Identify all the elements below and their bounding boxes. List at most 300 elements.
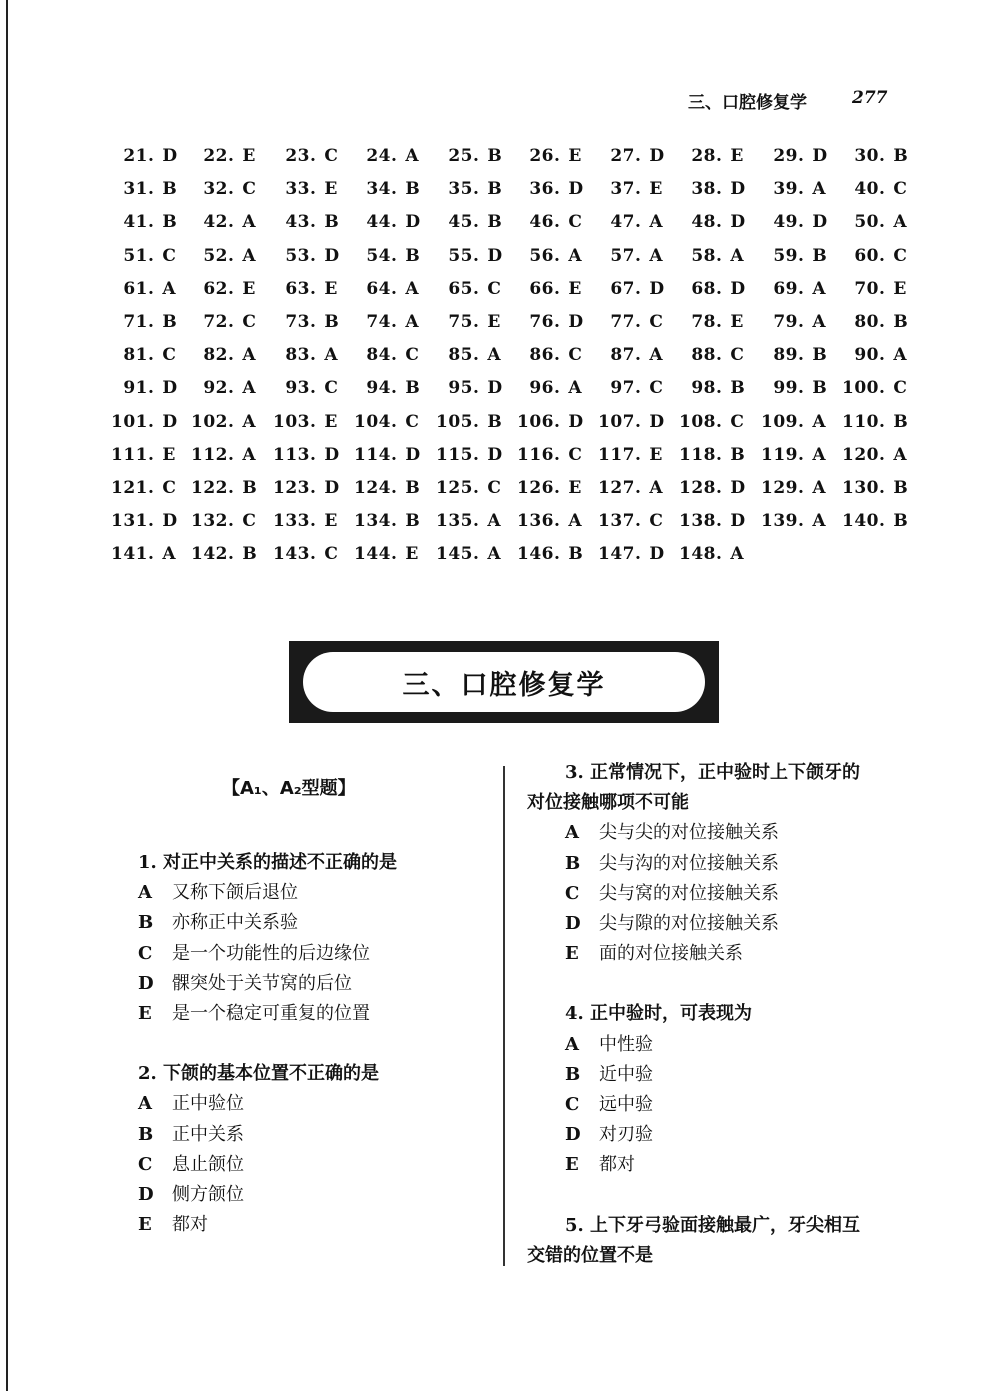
answer-item: 127. A — [598, 477, 664, 498]
answer-item: 23. C — [272, 146, 354, 166]
answer-row — [110, 378, 930, 411]
answer-item: 69. A — [760, 279, 842, 299]
answer-letter: C — [324, 544, 339, 565]
option-c: C 是一个功能性的后边缘位 — [138, 942, 370, 964]
answer-letter: C — [324, 146, 339, 166]
answer-row — [110, 445, 930, 478]
answer-item: 59. B — [760, 246, 842, 266]
answer-number: 100 — [842, 378, 879, 399]
answer-number: 77 — [610, 311, 635, 332]
answer-number: 21 — [123, 146, 148, 166]
answer-item: 91. D — [110, 378, 192, 398]
answer-letter: A — [405, 146, 420, 166]
answer-item: 29. D — [760, 146, 842, 166]
answer-item: 140. B — [842, 511, 909, 532]
answer-number: 96 — [529, 378, 554, 399]
answer-item: 47. A — [597, 212, 679, 232]
answer-item: 63. E — [272, 279, 354, 299]
answer-number: 23 — [285, 146, 310, 166]
answer-number: 117 — [598, 444, 635, 465]
answer-item: 99. B — [760, 378, 842, 398]
question-stem: 3. 正常情况下，正中验时上下颌牙的 — [565, 762, 861, 783]
answer-item: 90. A — [841, 345, 923, 365]
answer-number: 72 — [203, 311, 228, 332]
answer-letter: C — [649, 511, 664, 532]
answer-number: 70 — [854, 278, 879, 299]
answer-number: 138 — [679, 511, 716, 532]
answer-key-grid — [110, 146, 930, 577]
answer-item: 145. A — [436, 544, 502, 565]
answer-item: 31. B — [110, 179, 192, 199]
answer-number: 115 — [436, 444, 473, 465]
answer-number: 113 — [273, 444, 310, 465]
answer-number: 99 — [773, 378, 798, 399]
answer-letter: D — [568, 411, 584, 432]
answer-item: 109. A — [761, 411, 827, 432]
answer-letter: A — [405, 278, 420, 299]
answer-letter: A — [487, 511, 502, 532]
answer-letter: A — [242, 245, 257, 266]
answer-item: 112. A — [191, 444, 257, 465]
answer-item: 100. C — [842, 378, 908, 399]
answer-number: 88 — [691, 345, 716, 366]
answer-letter: E — [405, 544, 419, 565]
answer-letter: A — [568, 378, 583, 399]
answer-number: 128 — [679, 477, 716, 498]
answer-item: 107. D — [598, 411, 665, 432]
answer-item: 81. C — [110, 345, 192, 365]
answer-item: 143. C — [273, 544, 339, 565]
answer-number: 60 — [854, 245, 879, 266]
option-b: B 亦称正中关系验 — [138, 912, 298, 934]
answer-number: 135 — [436, 511, 473, 532]
option-d: D 对刃验 — [565, 1124, 653, 1146]
answer-letter: C — [893, 179, 908, 200]
answer-letter: B — [487, 411, 503, 432]
answer-letter: A — [162, 278, 177, 299]
answer-number: 27 — [610, 146, 635, 166]
answer-letter: E — [568, 146, 582, 166]
answer-number: 109 — [761, 411, 798, 432]
answer-number: 144 — [354, 544, 391, 565]
answer-number: 92 — [203, 378, 228, 399]
question-4 — [527, 999, 927, 1180]
answer-letter: D — [324, 477, 340, 498]
answer-letter: E — [893, 278, 907, 299]
answer-number: 132 — [191, 511, 228, 532]
answer-number: 63 — [285, 278, 310, 299]
answer-number: 127 — [598, 477, 635, 498]
answer-number: 143 — [273, 544, 310, 565]
answer-number: 98 — [691, 378, 716, 399]
answer-item: 52. A — [190, 246, 272, 266]
answer-number: 119 — [761, 444, 798, 465]
answer-item: 96. A — [516, 378, 598, 398]
answer-number: 40 — [854, 179, 879, 200]
answer-number: 33 — [285, 179, 310, 200]
answer-number: 124 — [354, 477, 391, 498]
answer-item: 125. C — [436, 477, 502, 498]
answer-number: 78 — [691, 311, 716, 332]
answer-letter: D — [730, 179, 746, 200]
answer-item: 93. C — [272, 378, 354, 398]
answer-item: 42. A — [190, 212, 272, 232]
answer-number: 50 — [854, 212, 879, 233]
answer-row — [110, 212, 930, 245]
answer-number: 57 — [610, 245, 635, 266]
option-d: D 尖与隙的对位接触关系 — [565, 913, 779, 935]
answer-item: 83. A — [272, 345, 354, 365]
answer-letter: E — [242, 146, 256, 166]
answer-letter: C — [568, 345, 583, 366]
answer-number: 141 — [111, 544, 148, 565]
answer-letter: E — [730, 146, 744, 166]
answer-letter: A — [649, 345, 664, 366]
answer-letter: A — [730, 245, 745, 266]
answer-number: 133 — [273, 511, 310, 532]
answer-number: 112 — [191, 444, 228, 465]
answer-number: 111 — [111, 444, 148, 465]
answer-letter: E — [649, 179, 663, 200]
answer-number: 69 — [773, 278, 798, 299]
answer-letter: D — [649, 146, 665, 166]
answer-item: 130. B — [842, 477, 909, 498]
answer-letter: C — [649, 378, 664, 399]
question-stem: 5. 上下牙弓验面接触最广，牙尖相互 — [565, 1214, 861, 1236]
answer-item: 139. A — [761, 511, 827, 532]
answer-letter: B — [405, 378, 421, 399]
answer-item: 105. B — [436, 411, 503, 432]
answer-item: 94. B — [353, 378, 435, 398]
answer-number: 48 — [691, 212, 716, 233]
answer-letter: D — [730, 511, 746, 532]
answer-row — [110, 146, 930, 179]
answer-number: 54 — [366, 245, 391, 266]
option-d: D 髁突处于关节窝的后位 — [138, 972, 352, 994]
answer-item: 37. E — [597, 179, 679, 199]
answer-letter: D — [730, 477, 746, 498]
option-e: E 都对 — [565, 1154, 635, 1176]
answer-letter: C — [730, 411, 745, 432]
option-a: A 尖与尖的对位接触关系 — [565, 822, 779, 844]
answer-number: 95 — [448, 378, 473, 399]
answer-letter: C — [162, 477, 177, 498]
answer-row — [110, 179, 930, 212]
answer-number: 58 — [691, 245, 716, 266]
answer-letter: B — [324, 311, 340, 332]
answer-letter: A — [242, 411, 257, 432]
answer-letter: A — [405, 311, 420, 332]
answer-letter: E — [162, 444, 176, 465]
answer-item: 53. D — [272, 246, 354, 266]
question-type-heading: 【A₁、A₂型题】 — [222, 778, 356, 799]
answer-number: 121 — [111, 477, 148, 498]
answer-letter: B — [812, 378, 828, 399]
answer-number: 66 — [529, 278, 554, 299]
answer-letter: B — [893, 477, 909, 498]
answer-letter: D — [487, 245, 503, 266]
answer-number: 28 — [691, 146, 716, 166]
answer-letter: D — [487, 444, 503, 465]
answer-letter: D — [730, 212, 746, 233]
answer-number: 82 — [203, 345, 228, 366]
answer-number: 123 — [273, 477, 310, 498]
answer-number: 24 — [366, 146, 391, 166]
answer-item: 36. D — [516, 179, 598, 199]
answer-letter: A — [812, 311, 827, 332]
answer-letter: A — [649, 212, 664, 233]
answer-item: 135. A — [436, 511, 502, 532]
answer-letter: B — [812, 245, 828, 266]
answer-number: 76 — [529, 311, 554, 332]
answer-item: 118. B — [679, 444, 746, 465]
page-number: 277 — [852, 88, 888, 108]
answer-number: 39 — [773, 179, 798, 200]
answer-letter: D — [812, 212, 828, 233]
answer-letter: B — [487, 179, 503, 200]
answer-item: 88. C — [678, 345, 760, 365]
answer-item: 73. B — [272, 312, 354, 332]
answer-number: 68 — [691, 278, 716, 299]
answer-letter: B — [568, 544, 584, 565]
question-5 — [527, 1211, 927, 1271]
answer-letter: C — [242, 179, 257, 200]
answer-item: 102. A — [191, 411, 257, 432]
option-a: A 中性验 — [565, 1033, 653, 1055]
answer-letter: D — [730, 278, 746, 299]
answer-item: 46. C — [516, 212, 598, 232]
section-banner-title: 三、口腔修复学 — [303, 652, 705, 712]
answer-item: 65. C — [435, 279, 517, 299]
answer-number: 104 — [354, 411, 391, 432]
answer-letter: B — [162, 212, 178, 233]
answer-letter: A — [812, 278, 827, 299]
answer-number: 93 — [285, 378, 310, 399]
answer-item: 61. A — [110, 279, 192, 299]
answer-number: 83 — [285, 345, 310, 366]
answer-item: 62. E — [190, 279, 272, 299]
answer-letter: D — [649, 411, 665, 432]
answer-item: 85. A — [435, 345, 517, 365]
answer-letter: D — [324, 444, 340, 465]
answer-letter: B — [405, 179, 421, 200]
answer-number: 30 — [854, 146, 879, 166]
answer-number: 94 — [366, 378, 391, 399]
answer-item: 97. C — [597, 378, 679, 398]
answer-number: 74 — [366, 311, 391, 332]
option-b: B 近中验 — [565, 1063, 653, 1085]
question-stem-continued: 交错的位置不是 — [527, 1244, 653, 1266]
answer-item: 95. D — [435, 378, 517, 398]
answer-letter: A — [568, 245, 583, 266]
question-stem-continued: 对位接触哪项不可能 — [527, 792, 689, 814]
answer-letter: D — [405, 212, 421, 233]
answer-letter: D — [162, 511, 178, 532]
answer-item: 101. D — [111, 411, 178, 432]
answer-number: 103 — [273, 411, 310, 432]
right-column — [527, 758, 927, 1271]
answer-item: 77. C — [597, 312, 679, 332]
answer-letter: B — [242, 477, 258, 498]
answer-row — [110, 345, 930, 378]
answer-letter: A — [487, 345, 502, 366]
answer-letter: A — [812, 477, 827, 498]
answer-letter: C — [162, 345, 177, 366]
answer-item: 121. C — [111, 477, 177, 498]
answer-letter: C — [487, 278, 502, 299]
answer-item: 34. B — [353, 179, 435, 199]
answer-letter: E — [568, 477, 582, 498]
answer-letter: A — [812, 179, 827, 200]
answer-letter: A — [324, 345, 339, 366]
answer-number: 38 — [691, 179, 716, 200]
answer-item: 76. D — [516, 312, 598, 332]
answer-letter: D — [405, 444, 421, 465]
answer-letter: E — [730, 311, 744, 332]
answer-number: 55 — [448, 245, 473, 266]
answer-letter: D — [812, 146, 828, 166]
answer-letter: A — [893, 345, 908, 366]
answer-number: 56 — [529, 245, 554, 266]
answer-letter: D — [324, 245, 340, 266]
option-c: C 尖与窝的对位接触关系 — [565, 882, 779, 904]
answer-number: 125 — [436, 477, 473, 498]
answer-item: 24. A — [353, 146, 435, 166]
running-header — [0, 88, 982, 118]
answer-number: 81 — [123, 345, 148, 366]
answer-item: 146. B — [517, 544, 584, 565]
question-3 — [527, 758, 927, 969]
answer-item: 129. A — [761, 477, 827, 498]
answer-item: 26. E — [516, 146, 598, 166]
answer-number: 37 — [610, 179, 635, 200]
option-e: E 都对 — [138, 1214, 208, 1236]
answer-item: 66. E — [516, 279, 598, 299]
answer-letter: B — [405, 245, 421, 266]
answer-letter: A — [893, 444, 908, 465]
answer-item: 104. C — [354, 411, 420, 432]
answer-item: 40. C — [841, 179, 923, 199]
answer-letter: D — [568, 179, 584, 200]
answer-item: 51. C — [110, 246, 192, 266]
answer-letter: A — [649, 245, 664, 266]
answer-item: 28. E — [678, 146, 760, 166]
answer-letter: B — [730, 444, 746, 465]
answer-letter: B — [893, 411, 909, 432]
answer-item: 44. D — [353, 212, 435, 232]
answer-item: 33. E — [272, 179, 354, 199]
answer-letter: C — [893, 378, 908, 399]
answer-item: 131. D — [111, 511, 178, 532]
answer-item: 86. C — [516, 345, 598, 365]
answer-number: 35 — [448, 179, 473, 200]
answer-item: 137. C — [598, 511, 664, 532]
answer-letter: B — [487, 212, 503, 233]
answer-item: 103. E — [273, 411, 338, 432]
answer-item: 117. E — [598, 444, 663, 465]
answer-number: 97 — [610, 378, 635, 399]
answer-item: 120. A — [842, 444, 908, 465]
answer-number: 80 — [854, 311, 879, 332]
answer-number: 71 — [123, 311, 148, 332]
answer-number: 90 — [854, 345, 879, 366]
answer-letter: A — [812, 411, 827, 432]
answer-item: 89. B — [760, 345, 842, 365]
answer-number: 46 — [529, 212, 554, 233]
option-b: B 正中关系 — [138, 1123, 244, 1145]
answer-number: 44 — [366, 212, 391, 233]
answer-item: 98. B — [678, 378, 760, 398]
answer-number: 116 — [517, 444, 554, 465]
answer-letter: E — [568, 278, 582, 299]
answer-number: 122 — [191, 477, 228, 498]
answer-item: 147. D — [598, 544, 665, 565]
answer-number: 89 — [773, 345, 798, 366]
answer-item: 124. B — [354, 477, 421, 498]
question-stem: 4. 正中验时，可表现为 — [565, 1003, 753, 1025]
answer-number: 87 — [610, 345, 635, 366]
answer-item: 21. D — [110, 146, 192, 166]
answer-number: 25 — [448, 146, 473, 166]
option-d: D 侧方颌位 — [138, 1184, 244, 1206]
answer-number: 34 — [366, 179, 391, 200]
answer-letter: B — [487, 146, 503, 166]
answer-letter: D — [162, 411, 178, 432]
answer-item: 133. E — [273, 511, 338, 532]
answer-letter: C — [242, 511, 257, 532]
answer-item: 27. D — [597, 146, 679, 166]
answer-letter: B — [324, 212, 340, 233]
option-a: A 又称下颌后退位 — [138, 882, 298, 904]
section-banner — [289, 641, 719, 723]
answer-row — [110, 312, 930, 345]
answer-letter: C — [893, 245, 908, 266]
answer-letter: B — [162, 311, 178, 332]
answer-letter: C — [162, 245, 177, 266]
answer-number: 110 — [842, 411, 879, 432]
answer-number: 102 — [191, 411, 228, 432]
answer-number: 134 — [354, 511, 391, 532]
option-c: C 息止颌位 — [138, 1153, 244, 1175]
answer-letter: B — [730, 378, 746, 399]
answer-item: 71. B — [110, 312, 192, 332]
answer-number: 29 — [773, 146, 798, 166]
answer-letter: E — [324, 511, 338, 532]
answer-letter: C — [568, 444, 583, 465]
answer-item: 30. B — [841, 146, 923, 166]
answer-row — [110, 478, 930, 511]
answer-letter: E — [324, 411, 338, 432]
answer-item: 43. B — [272, 212, 354, 232]
answer-letter: D — [162, 378, 178, 399]
answer-letter: A — [242, 378, 257, 399]
answer-letter: E — [487, 311, 501, 332]
answer-number: 45 — [448, 212, 473, 233]
answer-number: 129 — [761, 477, 798, 498]
question-1 — [138, 848, 488, 1029]
answer-letter: A — [812, 511, 827, 532]
answer-number: 91 — [123, 378, 148, 399]
answer-item: 57. A — [597, 246, 679, 266]
answer-item: 56. A — [516, 246, 598, 266]
answer-letter: B — [893, 511, 909, 532]
answer-letter: A — [568, 511, 583, 532]
option-a: A 正中验位 — [138, 1093, 244, 1115]
answer-letter: A — [730, 544, 745, 565]
answer-item: 54. B — [353, 246, 435, 266]
answer-item: 38. D — [678, 179, 760, 199]
answer-number: 42 — [203, 212, 228, 233]
